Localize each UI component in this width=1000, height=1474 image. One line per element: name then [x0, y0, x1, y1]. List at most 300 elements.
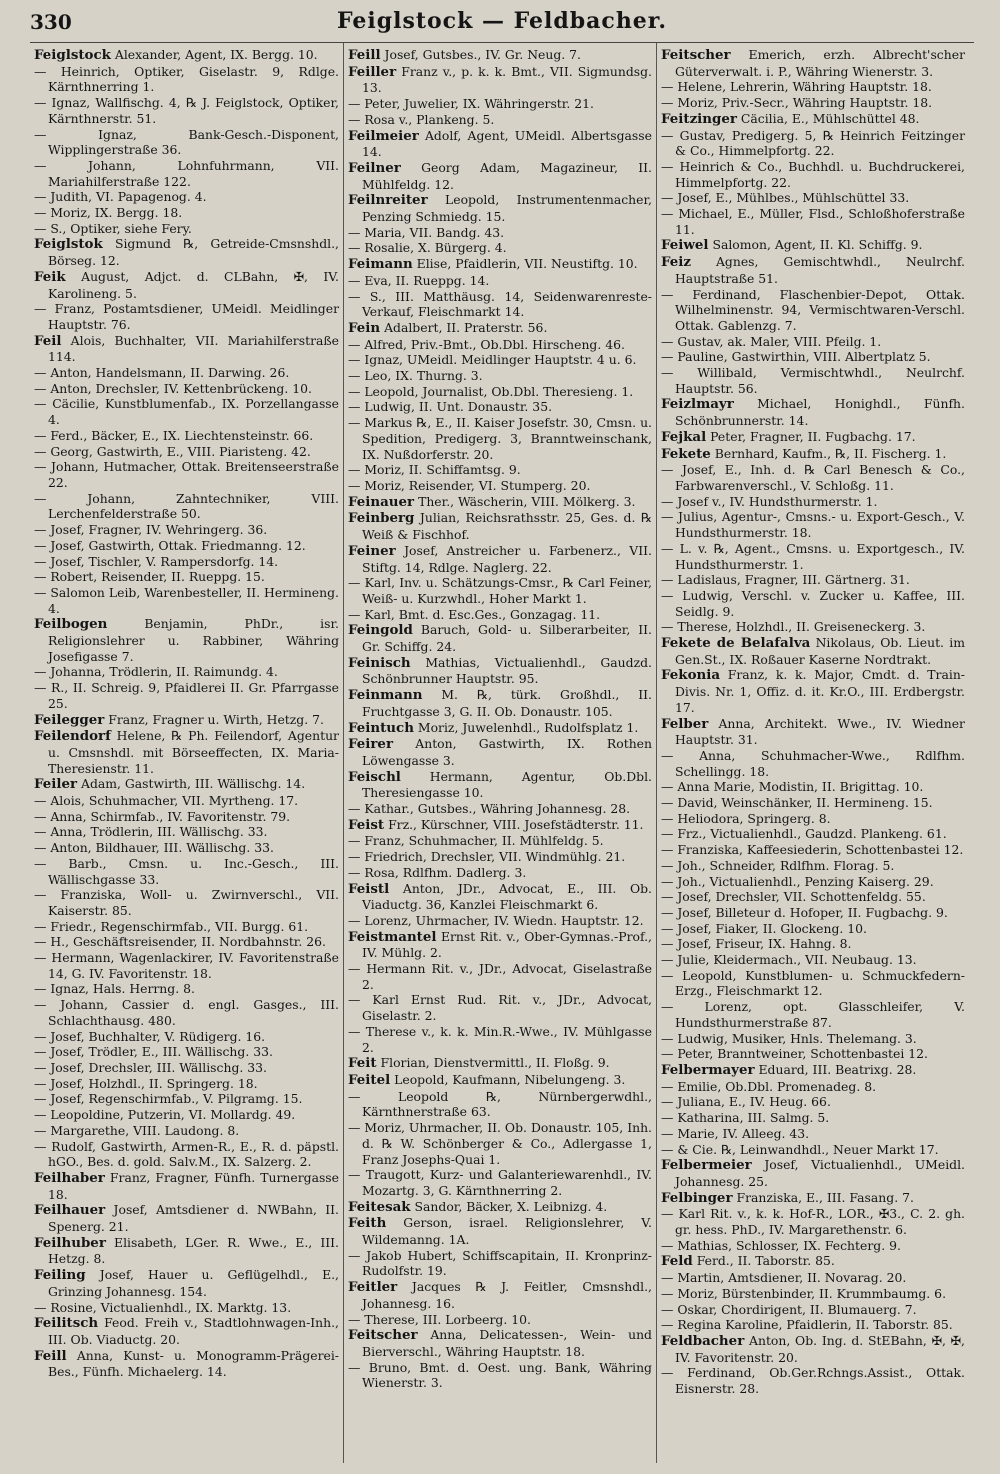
entry-surname: Feitesak [348, 1198, 411, 1215]
entry-details: Cäcilia, E., Mühlschüttel 48. [740, 110, 920, 126]
directory-entry [348, 817, 652, 834]
directory-entry [348, 1327, 652, 1359]
directory-entry [661, 588, 965, 619]
directory-entry [348, 160, 652, 192]
directory-entry [661, 494, 965, 510]
entry-surname: Feilendorf [34, 728, 111, 745]
directory-entry [348, 128, 652, 160]
directory-entry [661, 287, 965, 334]
entry-details: Nikolaus, Ob. Lieut. im Gen.St., IX. Roßauer Kaserne Nordtrakt. [675, 635, 965, 667]
entry-details: — Margarethe, VIII. Laudong. 8. [34, 1122, 240, 1138]
entry-details: Feod. Freih v., Stadtlohnwagen-Inh., III. Ob. Viaductg. 20. [48, 1315, 339, 1347]
entry-surname: Feilhuber [34, 1234, 106, 1251]
directory-entry [661, 190, 965, 206]
directory-entry [34, 616, 339, 664]
directory-entry [34, 1123, 339, 1139]
entry-details: Anna, Delicatessen-, Wein- und Bierverschl., Währing Hauptstr. 18. [362, 1327, 652, 1359]
entry-details: — Franz, Schuhmacher, II. Mühlfeldg. 5. [348, 833, 604, 849]
directory-entry [661, 1142, 965, 1158]
directory-entry [348, 622, 652, 654]
entry-details: — David, Weinschänker, II. Hermineng. 15. [661, 795, 933, 811]
directory-entry [348, 1167, 652, 1198]
entry-details: — Julie, Kleidermach., VII. Neubaug. 13. [661, 952, 917, 968]
directory-entry [348, 510, 652, 542]
directory-entry [661, 1238, 965, 1254]
entry-surname: Feilhaber [34, 1169, 105, 1186]
directory-entry [661, 1157, 965, 1189]
entry-details: — S., III. Matthäusg. 14, Seidenwarenreste-Verkauf, Fleischmarkt 14. [348, 288, 652, 320]
directory-entry [34, 205, 339, 221]
directory-entry [34, 1060, 339, 1076]
directory-entry [661, 1317, 965, 1333]
entry-details: — Cäcilie, Kunstblumenfab., IX. Porzellangasse 4. [34, 396, 339, 428]
running-title: Feiglstock — Feldbacher. [336, 8, 668, 34]
directory-entry [661, 889, 965, 905]
entry-details: — Gustav, Predigerg. 5, ℞ Heinrich Feitzinger & Co., Himmelpfortg. 22. [661, 127, 965, 159]
entry-surname: Feiler [34, 776, 78, 793]
entry-details: Franz, Fragner, Fünfh. Turnergasse 18. [48, 1169, 339, 1202]
directory-entry [34, 680, 339, 711]
entry-details: Franziska, E., III. Fasang. 7. [736, 1189, 914, 1205]
entry-details: M. ℞, türk. Großhdl., II. Fruchtgasse 3, G. II. Ob. Donaustr. 105. [362, 687, 652, 719]
entry-details: — Friedrich, Drechsler, VII. Windmühlg. 21. [348, 849, 626, 865]
directory-entry [34, 840, 339, 856]
directory-entry [34, 95, 339, 126]
directory-entry [34, 381, 339, 397]
entry-details: — Moriz, Bürstenbinder, II. Krummbaumg. 6. [661, 1285, 947, 1301]
directory-entry [34, 1202, 339, 1234]
entry-surname: Feith [348, 1215, 387, 1232]
entry-details: — Josef, Fragner, IV. Wehringerg. 36. [34, 522, 268, 538]
directory-entry [348, 961, 652, 992]
entry-details: Benjamin, PhDr., isr. Religionslehrer u. Rabbiner, Währing Josefigasse 7. [48, 616, 339, 664]
directory-entry [661, 1333, 965, 1365]
entry-details: — Kathar., Gutsbes., Währing Johannesg. 28. [348, 801, 631, 817]
entry-details: Julian, Reichsrathsstr. 25, Ges. d. ℞ Weiß & Fischhof. [362, 510, 652, 543]
directory-entry [348, 112, 652, 128]
directory-entry [348, 1279, 652, 1311]
entry-details: Ferd., II. Taborstr. 85. [696, 1253, 835, 1269]
entry-surname: Feilhauer [34, 1202, 106, 1219]
entry-surname: Feitscher [348, 1327, 418, 1344]
entry-details: — Leopold, Journalist, Ob.Dbl. Theresieng. 1. [348, 383, 634, 399]
entry-details: — Leopold ℞, Nürnbergerwdhl., Kärnthnerstraße 63. [348, 1088, 652, 1120]
directory-entry [34, 491, 339, 522]
entry-details: — Joh., Victualienhdl., Penzing Kaiserg. 29. [661, 873, 934, 889]
entry-details: Josef, Amtsdiener d. NWBahn, II. Spenerg. 21. [48, 1202, 339, 1235]
entry-details: — Helene, Lehrerin, Währing Hauptstr. 18. [661, 79, 932, 95]
entry-details: — Ludwig, Verschl. v. Zucker u. Kaffee, III. Seidlg. 9. [661, 587, 965, 619]
directory-entry [34, 664, 339, 680]
entry-details: Adolf, Agent, UMeidl. Albertsgasse 14. [362, 127, 652, 160]
entry-details: Michael, Honighdl., Fünfh. Schönbrunnerstr. 14. [675, 396, 965, 429]
directory-entry [34, 459, 339, 490]
entry-surname: Feinberg [348, 510, 415, 527]
directory-entry [34, 236, 339, 268]
entry-details: — Moriz, II. Schiffamtsg. 9. [348, 462, 521, 478]
directory-entry [34, 1044, 339, 1060]
directory-entry [661, 462, 965, 493]
directory-entry [348, 687, 652, 719]
directory-entry [34, 301, 339, 332]
entry-details: Anton, Ob. Ing. d. StEBahn, ✠, ✠, IV. Favoritenstr. 20. [675, 1332, 965, 1365]
column-middle [343, 43, 656, 1463]
entry-surname: Feilmeier [348, 127, 419, 144]
entry-details: Elise, Pfaidlerin, VII. Neustiftg. 10. [416, 256, 638, 272]
directory-entry [34, 64, 339, 95]
directory-entry [661, 1365, 965, 1396]
directory-entry [34, 712, 339, 729]
directory-entry [661, 921, 965, 937]
entry-surname: Feld [661, 1253, 693, 1270]
directory-entry [661, 811, 965, 827]
directory-entry [348, 881, 652, 913]
entry-details: Moriz, Juwelenhdl., Rudolfsplatz 1. [417, 719, 639, 735]
directory-entry [348, 1248, 652, 1279]
entry-details: Jacques ℞ J. Feitler, Cmsnshdl., Johannesg. 16. [362, 1279, 652, 1311]
directory-entry [661, 128, 965, 159]
directory-entry [661, 748, 965, 779]
entry-surname: Feistl [348, 880, 390, 897]
entry-details: — Traugott, Kurz- und Galanteriewarenhdl., IV. Mozartg. 3, G. Kärnthnerring 2. [348, 1167, 652, 1198]
entry-details: Bernhard, Kaufm., ℞, II. Fischerg. 1. [714, 445, 947, 461]
directory-entry [661, 936, 965, 952]
directory-entry [34, 997, 339, 1028]
directory-entry [348, 1120, 652, 1167]
directory-entry [661, 1079, 965, 1095]
entry-details: — Anna, Trödlerin, III. Wällischg. 33. [34, 824, 268, 840]
directory-entry [34, 569, 339, 585]
entry-details: — Moriz, IX. Bergg. 18. [34, 205, 183, 221]
entry-details: — Josef, Drechsler, III. Wällischg. 33. [34, 1060, 267, 1075]
directory-entry [34, 1076, 339, 1092]
entry-surname: Feiglstock [34, 47, 111, 63]
directory-entry [348, 192, 652, 224]
entry-details: — Moriz, Uhrmacher, II. Ob. Donaustr. 105, Inh. d. ℞ W. Schönberger & Co., Adlergasse 1, Franz Josephs-Quai 1. [348, 1120, 652, 1167]
entry-details: Anna, Kunst- u. Monogramm-Prägerei-Bes., Fünfh. Michaelerg. 14. [48, 1347, 339, 1380]
entry-details: — Barb., Cmsn. u. Inc.-Gesch., III. Wällischgasse 33. [34, 855, 339, 887]
directory-entry [34, 396, 339, 427]
entry-details: — Josef, Holzhdl., II. Springerg. 18. [34, 1075, 258, 1091]
entry-surname: Felbinger [661, 1189, 733, 1206]
directory-entry [34, 1029, 339, 1045]
directory-entry [661, 509, 965, 540]
entry-details: Franz v., p. k. k. Bmt., VII. Sigmundsg. 13. [362, 63, 652, 96]
directory-entry [661, 1031, 965, 1047]
entry-surname: Felbermayer [661, 1062, 755, 1078]
directory-entry [348, 1024, 652, 1055]
entry-details: Frz., Kürschner, VIII. Josefstädterstr. 11. [388, 816, 644, 832]
directory-entry [348, 1072, 652, 1089]
entry-details: — Alfred, Priv.-Bmt., Ob.Dbl. Hirscheng. 46. [348, 336, 625, 352]
directory-entry [661, 1094, 965, 1110]
directory-entry [661, 206, 965, 237]
entry-details: Peter, Fragner, II. Fugbachg. 17. [710, 428, 916, 444]
entry-details: Salomon, Agent, II. Kl. Schiffg. 9. [712, 237, 923, 253]
entry-details: — S., Optiker, siehe Fery. [34, 220, 192, 236]
entry-details: Hermann, Agentur, Ob.Dbl. Theresiengasse 10. [362, 768, 652, 801]
entry-details: — Lorenz, Uhrmacher, IV. Wiedn. Hauptstr. 12. [348, 912, 644, 928]
directory-entry [34, 538, 339, 554]
entry-details: — Anna, Schirmfab., IV. Favoritenstr. 79. [34, 808, 291, 824]
directory-entry [661, 842, 965, 858]
directory-entry [34, 793, 339, 809]
entry-details: Sandor, Bäcker, X. Leibnizg. 4. [414, 1198, 608, 1214]
directory-entry [661, 1286, 965, 1302]
directory-entry [661, 1206, 965, 1237]
entry-details: — H., Geschäftsreisender, II. Nordbahnstr. 26. [34, 934, 326, 950]
entry-details: — Therese, III. Lorbeerg. 10. [348, 1311, 531, 1327]
entry-details: — Anton, Handelsmann, II. Darwing. 26. [34, 365, 290, 381]
directory-columns [30, 43, 974, 1463]
entry-surname: Feiz [661, 254, 691, 271]
entry-surname: Feitel [348, 1072, 391, 1088]
entry-details: — Josef, Regenschirmfab., V. Pilgramg. 15. [34, 1091, 303, 1107]
entry-details: — Katharina, III. Salmg. 5. [661, 1110, 830, 1126]
directory-entry [661, 159, 965, 190]
directory-entry [348, 1360, 652, 1391]
entry-details: Alois, Buchhalter, VII. Mariahilferstraße 114. [48, 332, 339, 365]
directory-entry [34, 981, 339, 997]
entry-surname: Feinisch [348, 654, 411, 671]
entry-details: — Bruno, Bmt. d. Oest. ung. Bank, Währing Wienerstr. 3. [348, 1359, 652, 1391]
entry-surname: Feitscher [661, 47, 731, 63]
entry-surname: Feiglstok [34, 236, 103, 253]
entry-details: — Mathias, Schlosser, IX. Fechterg. 9. [661, 1237, 901, 1253]
directory-entry [661, 795, 965, 811]
entry-details: — R., II. Schreig. 9, Pfaidlerei II. Gr. Pfarrgasse 25. [34, 680, 339, 711]
directory-entry [348, 256, 652, 273]
directory-entry [661, 349, 965, 365]
entry-surname: Feilegger [34, 711, 105, 728]
entry-details: — Ferd., Bäcker, E., IX. Liechtensteinstr. 66. [34, 427, 314, 443]
entry-details: Gerson, israel. Religionslehrer, V. Wildemanng. 1A. [362, 1215, 652, 1248]
directory-entry [661, 237, 965, 254]
directory-entry [348, 992, 652, 1023]
directory-entry [661, 667, 965, 715]
entry-details: — Josef, Gastwirth, Ottak. Friedmanng. 12. [34, 537, 306, 553]
entry-surname: Feinauer [348, 493, 415, 510]
directory-entry [661, 254, 965, 286]
entry-surname: Fekonia [661, 667, 721, 684]
directory-entry [661, 572, 965, 588]
entry-details: — Ladislaus, Fragner, III. Gärtnerg. 31. [661, 572, 910, 588]
directory-entry [661, 429, 965, 446]
entry-details: Mathias, Victualienhdl., Gaudzd. Schönbrunner Hauptstr. 95. [362, 654, 652, 687]
entry-details: Josef, Victualienhdl., UMeidl. Johannesg. 25. [675, 1157, 965, 1189]
entry-details: — Heinrich, Optiker, Giselastr. 9, Rdlge. Kärnthnerring 1. [34, 63, 339, 95]
entry-details: — Karl Ernst Rud. Rit. v., JDr., Advocat, Giselastr. 2. [348, 992, 652, 1024]
entry-details: — Heliodora, Springerg. 8. [661, 810, 831, 826]
entry-details: — Emilie, Ob.Dbl. Promenadeg. 8. [661, 1078, 877, 1094]
entry-details: — Johann, Zahntechniker, VIII. Lerchenfelderstraße 50. [34, 490, 339, 522]
directory-entry [661, 999, 965, 1030]
directory-entry [661, 1253, 965, 1270]
entry-details: — Therese v., k. k. Min.R.-Wwe., IV. Mühlgasse 2. [348, 1023, 652, 1055]
directory-entry [34, 221, 339, 237]
directory-entry [34, 1170, 339, 1202]
entry-details: — Ignaz, Wallfischg. 4, ℞ J. Feiglstock, Optiker, Kärnthnerstr. 51. [34, 95, 339, 126]
entry-details: — Ignaz, UMeidl. Meidlinger Hauptstr. 4 u. 6. [348, 352, 637, 368]
entry-surname: Feilnreiter [348, 192, 428, 209]
entry-details: Emerich, erzh. Albrecht'scher Güterverwalt. i. P., Währing Wienerstr. 3. [675, 47, 965, 79]
directory-entry [661, 111, 965, 128]
entry-details: — Josef, Buchhalter, V. Rüdigerg. 16. [34, 1028, 266, 1044]
entry-details: — Moriz, Reisender, VI. Stumperg. 20. [348, 477, 591, 493]
entry-details: — Hermann Rit. v., JDr., Advocat, Giselastraße 2. [348, 961, 652, 992]
entry-surname: Feirer [348, 736, 394, 753]
entry-details: — Anton, Bildhauer, III. Wällischg. 33. [34, 840, 274, 856]
directory-entry [661, 635, 965, 667]
directory-entry [661, 968, 965, 999]
entry-details: — Heinrich & Co., Buchhdl. u. Buchdruckerei, Himmelpfortg. 22. [661, 158, 965, 190]
entry-details: — Martin, Amtsdiener, II. Novarag. 20. [661, 1270, 907, 1286]
directory-entry [348, 769, 652, 801]
entry-details: — Rosa v., Plankeng. 5. [348, 111, 495, 127]
entry-details: — Markus ℞, E., II. Kaiser Josefstr. 30, Cmsn. u. Spedition, Predigerg. 3, Branntweinschank, IX. Nußdorferstr. 20. [348, 415, 652, 462]
directory-entry [661, 334, 965, 350]
entry-details: — Hermann, Wagenlackirer, IV. Favoritenstraße 14, G. IV. Favoritenstr. 18. [34, 950, 339, 981]
entry-details: Josef, Gutsbes., IV. Gr. Neug. 7. [384, 47, 581, 62]
entry-details: — Leopold, Kunstblumen- u. Schmuckfedern-Erzg., Fleischmarkt 12. [661, 967, 965, 999]
directory-entry [348, 368, 652, 384]
directory-entry [661, 365, 965, 396]
entry-details: — Leopoldine, Putzerin, VI. Mollardg. 49. [34, 1107, 296, 1123]
directory-entry [348, 399, 652, 415]
directory-entry [34, 444, 339, 460]
entry-details: — Johann, Hutmacher, Ottak. Breitenseerstraße 22. [34, 459, 339, 490]
entry-details: — Josef, Billeteur d. Hofoper, II. Fugbachg. 9. [661, 904, 948, 920]
directory-entry [348, 384, 652, 400]
entry-details: — Willibald, Vermischtwhdl., Neulrchf. Hauptstr. 56. [661, 365, 965, 396]
entry-details: Eduard, III. Beatrixg. 28. [758, 1062, 917, 1077]
entry-details: — Alois, Schuhmacher, VII. Myrtheng. 17. [34, 793, 299, 809]
directory-entry [34, 158, 339, 189]
entry-details: — Friedr., Regenschirmfab., VII. Burgg. 61. [34, 918, 309, 934]
entry-surname: Fekete de Belafalva [661, 635, 811, 652]
entry-details: — Frz., Victualienhdl., Gaudzd. Plankeng. 61. [661, 826, 947, 842]
entry-details: Elisabeth, LGer. R. Wwe., E., III. Hetzg. 8. [48, 1234, 339, 1267]
directory-entry [34, 809, 339, 825]
directory-entry [348, 462, 652, 478]
directory-entry [661, 1046, 965, 1062]
entry-details: — Judith, VI. Papagenog. 4. [34, 189, 207, 205]
entry-details: — Josef, Fiaker, II. Glockeng. 10. [661, 920, 867, 936]
entry-surname: Feingold [348, 622, 413, 639]
directory-entry [661, 396, 965, 428]
entry-details: Franz, Fragner u. Wirth, Hetzg. 7. [108, 711, 324, 727]
entry-surname: Fejkal [661, 428, 707, 445]
entry-details: — Peter, Juwelier, IX. Währingerstr. 21. [348, 96, 594, 112]
directory-entry [34, 127, 339, 158]
directory-entry [348, 1312, 652, 1328]
directory-entry [348, 720, 652, 737]
directory-entry [348, 801, 652, 817]
directory-entry [661, 446, 965, 463]
entry-surname: Feizlmayr [661, 396, 734, 413]
entry-surname: Feldbacher [661, 1332, 745, 1349]
directory-entry [34, 365, 339, 381]
entry-surname: Feiller [348, 63, 397, 80]
directory-entry [348, 320, 652, 337]
entry-details: — Julius, Agentur-, Cmsns.- u. Export-Gesch., V. Hundsthurmerstr. 18. [661, 509, 965, 541]
entry-details: — Josef, Tischler, V. Rampersdorfg. 14. [34, 553, 279, 569]
directory-entry [348, 240, 652, 256]
directory-entry [661, 952, 965, 968]
entry-details: — Eva, II. Rueppg. 14. [348, 272, 490, 288]
directory-entry [348, 337, 652, 353]
directory-entry [34, 1267, 339, 1299]
entry-surname: Feitzinger [661, 110, 737, 127]
directory-entry [34, 776, 339, 793]
entry-surname: Fekete [661, 445, 711, 462]
directory-entry [661, 779, 965, 795]
entry-surname: Feistmantel [348, 928, 437, 945]
entry-details: — Ludwig, II. Unt. Donaustr. 35. [348, 399, 553, 415]
entry-details: — Karl, Inv. u. Schätzungs-Cmsr., ℞ Carl Feiner, Weiß- u. Kurzwhdl., Hoher Markt 1. [348, 575, 652, 606]
entry-details: — Jakob Hubert, Schiffscapitain, II. Kronprinz-Rudolfstr. 19. [348, 1247, 652, 1279]
entry-details: — Josef, E., Mühlbes., Mühlschüttel 33. [661, 190, 910, 206]
entry-surname: Feill [348, 47, 381, 63]
entry-details: Adam, Gastwirth, III. Wällischg. 14. [81, 776, 306, 792]
entry-details: Ernst Rit. v., Ober-Gymnas.-Prof., IV. Mühlg. 2. [362, 928, 652, 961]
entry-details: — Ferdinand, Ob.Ger.Rchngs.Assist., Ottak. Eisnerstr. 28. [661, 1365, 965, 1397]
entry-details: — Michael, E., Müller, Flsd., Schloßhoferstraße 11. [661, 206, 965, 237]
entry-details: — Rosa, Rdlfhm. Dadlerg. 3. [348, 864, 527, 880]
directory-entry [661, 874, 965, 890]
directory-entry [34, 1300, 339, 1316]
directory-entry [348, 849, 652, 865]
entry-details: — Johann, Lohnfuhrmann, VII. Mariahilferstraße 122. [34, 157, 339, 189]
entry-details: — Regina Karoline, Pfaidlerin, II. Taborstr. 85. [661, 1317, 953, 1333]
entry-details: — Rudolf, Gastwirth, Armen-R., E., R. d. päpstl. hGO., Bes. d. gold. Salv.M., IX. Salzerg. 2. [34, 1138, 339, 1170]
directory-entry [661, 905, 965, 921]
entry-details: Josef, Anstreicher u. Farbenerz., VII. Stiftg. 14, Rdlge. Naglerg. 22. [362, 542, 652, 575]
directory-entry [348, 833, 652, 849]
directory-entry [348, 929, 652, 961]
directory-entry [348, 865, 652, 881]
entry-details: Agnes, Gemischtwhdl., Neulrchf. Hauptstraße 51. [675, 254, 965, 286]
entry-details: — Ignaz, Bank-Gesch.-Disponent, Wipplingerstraße 36. [34, 126, 339, 158]
entry-surname: Feitler [348, 1279, 398, 1296]
entry-details: Alexander, Agent, IX. Bergg. 10. [114, 47, 318, 62]
directory-entry [661, 47, 965, 79]
entry-details: — Anton, Drechsler, IV. Kettenbrückeng. 10. [34, 380, 312, 396]
entry-details: — Leo, IX. Thurng. 3. [348, 368, 483, 384]
directory-entry [34, 856, 339, 887]
directory-entry [348, 273, 652, 289]
entry-details: Sigmund ℞, Getreide-Cmsnshdl., Börseg. 12. [48, 236, 339, 269]
directory-entry [348, 96, 652, 112]
entry-surname: Feiner [348, 542, 396, 559]
directory-entry [34, 554, 339, 570]
page-header [30, 8, 974, 43]
entry-surname: Feil [34, 332, 62, 349]
entry-details: — Ferdinand, Flaschenbier-Depot, Ottak. Wilhelminenstr. 94, Vermischtwaren-Verschl. Ottak. Gablenzg. 7. [661, 286, 965, 333]
directory-entry [34, 47, 339, 64]
entry-details: — Salomon Leib, Warenbesteller, II. Hermineng. 4. [34, 584, 339, 616]
entry-details: — Rosalie, X. Bürgerg. 4. [348, 240, 507, 256]
entry-details: — L. v. ℞, Agent., Cmsns. u. Exportgesch., IV. Hundsthurmerstr. 1. [661, 540, 965, 572]
entry-details: — Ignaz, Hals. Herrng. 8. [34, 981, 195, 997]
entry-details: — Rosine, Victualienhdl., IX. Marktg. 13. [34, 1299, 292, 1315]
directory-entry [34, 585, 339, 616]
entry-details: — Anna, Schuhmacher-Wwe., Rdlfhm. Schellingg. 18. [661, 747, 965, 779]
entry-surname: Felbermeier [661, 1157, 752, 1174]
entry-details: — Joh., Schneider, Rdlfhm. Florag. 5. [661, 857, 895, 873]
entry-details: — Lorenz, opt. Glasschleifer, V. Hundsthurmerstraße 87. [661, 999, 965, 1030]
entry-surname: Feilner [348, 159, 401, 176]
